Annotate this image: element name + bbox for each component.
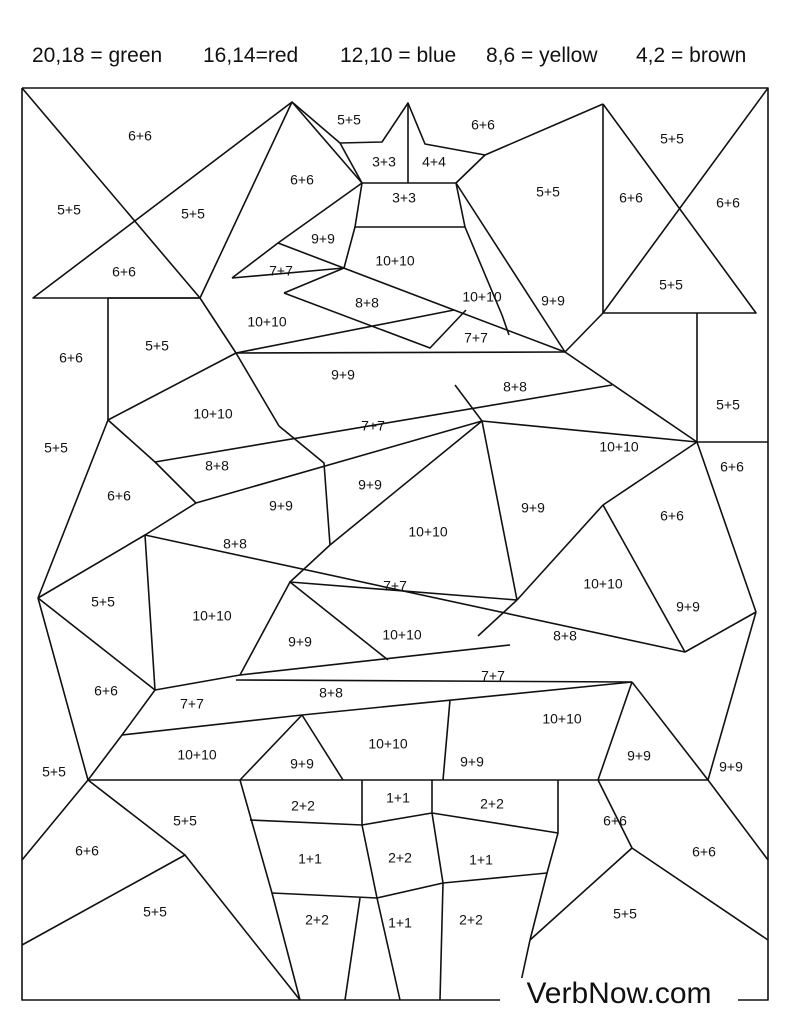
legend-item-blue: 12,10 = blue [340, 44, 457, 67]
region-label: 7+7 [180, 695, 204, 712]
region-label: 5+5 [173, 812, 197, 829]
region-label: 1+1 [469, 851, 493, 868]
region-label: 6+6 [619, 189, 643, 206]
region-label: 5+5 [143, 903, 167, 920]
region-label: 10+10 [247, 313, 287, 330]
region-label: 5+5 [57, 201, 81, 218]
region-label: 9+9 [627, 747, 651, 764]
site-watermark [500, 977, 738, 1022]
region-label: 8+8 [205, 457, 229, 474]
region-label: 6+6 [603, 812, 627, 829]
region-label: 5+5 [42, 763, 66, 780]
region-label: 5+5 [181, 205, 205, 222]
region-label: 3+3 [392, 189, 416, 206]
region-label: 9+9 [460, 753, 484, 770]
legend-item-yellow: 8,6 = yellow [486, 44, 598, 67]
region-label: 6+6 [59, 349, 83, 366]
region-label: 2+2 [388, 849, 412, 866]
region-label: 2+2 [459, 911, 483, 928]
region-label: 6+6 [692, 843, 716, 860]
region-label: 10+10 [599, 438, 639, 455]
region-label: 1+1 [386, 789, 410, 806]
region-label: 5+5 [145, 337, 169, 354]
region-label: 7+7 [481, 667, 505, 684]
region-label: 7+7 [383, 577, 407, 594]
region-label: 5+5 [716, 396, 740, 413]
region-label: 8+8 [553, 627, 577, 644]
region-label: 7+7 [269, 262, 293, 279]
region-label: 9+9 [331, 366, 355, 383]
region-label: 6+6 [75, 842, 99, 859]
region-label: 10+10 [375, 252, 415, 269]
region-label: 6+6 [720, 458, 744, 475]
region-label: 4+4 [422, 153, 446, 170]
region-label: 6+6 [94, 682, 118, 699]
region-label: 9+9 [290, 755, 314, 772]
region-label: 10+10 [193, 405, 233, 422]
region-label: 8+8 [319, 684, 343, 701]
region-label: 6+6 [290, 171, 314, 188]
region-label: 6+6 [660, 507, 684, 524]
region-labels [42, 112, 744, 931]
region-label: 8+8 [355, 294, 379, 311]
legend-item-brown: 4,2 = brown [636, 44, 747, 67]
region-label: 1+1 [298, 850, 322, 867]
region-label: 2+2 [480, 795, 504, 812]
region-label: 8+8 [503, 378, 527, 395]
region-label: 10+10 [462, 288, 502, 305]
region-label: 8+8 [223, 535, 247, 552]
region-label: 9+9 [521, 499, 545, 516]
region-label: 5+5 [613, 905, 637, 922]
legend-item-red: 16,14=red [203, 44, 299, 67]
region-label: 10+10 [382, 626, 422, 643]
region-label: 5+5 [337, 111, 361, 128]
region-label: 10+10 [192, 607, 232, 624]
region-label: 9+9 [541, 292, 565, 309]
region-label: 6+6 [128, 127, 152, 144]
region-label: 2+2 [305, 911, 329, 928]
region-label: 7+7 [361, 417, 385, 434]
region-label: 5+5 [536, 183, 560, 200]
region-label: 10+10 [368, 735, 408, 752]
region-label: 5+5 [659, 276, 683, 293]
region-label: 5+5 [44, 439, 68, 456]
region-label: 7+7 [464, 329, 488, 346]
region-label: 5+5 [91, 593, 115, 610]
region-label: 9+9 [288, 633, 312, 650]
region-label: 10+10 [583, 575, 623, 592]
region-label: 9+9 [719, 758, 743, 775]
region-label: 9+9 [311, 230, 335, 247]
color-legend [32, 44, 746, 67]
region-label: 2+2 [291, 797, 315, 814]
region-label: 5+5 [660, 130, 684, 147]
legend-item-green: 20,18 = green [32, 44, 163, 67]
region-label: 1+1 [388, 914, 412, 931]
region-label: 9+9 [358, 476, 382, 493]
region-label: 6+6 [112, 263, 136, 280]
region-label: 10+10 [542, 710, 582, 727]
region-label: 10+10 [408, 523, 448, 540]
region-label: 6+6 [471, 116, 495, 133]
region-label: 6+6 [107, 487, 131, 504]
region-label: 6+6 [716, 194, 740, 211]
region-label: 9+9 [269, 497, 293, 514]
region-label: 10+10 [177, 746, 217, 763]
watermark-text: VerbNow.com [526, 976, 712, 1010]
region-label: 9+9 [676, 598, 700, 615]
region-label: 3+3 [372, 153, 396, 170]
